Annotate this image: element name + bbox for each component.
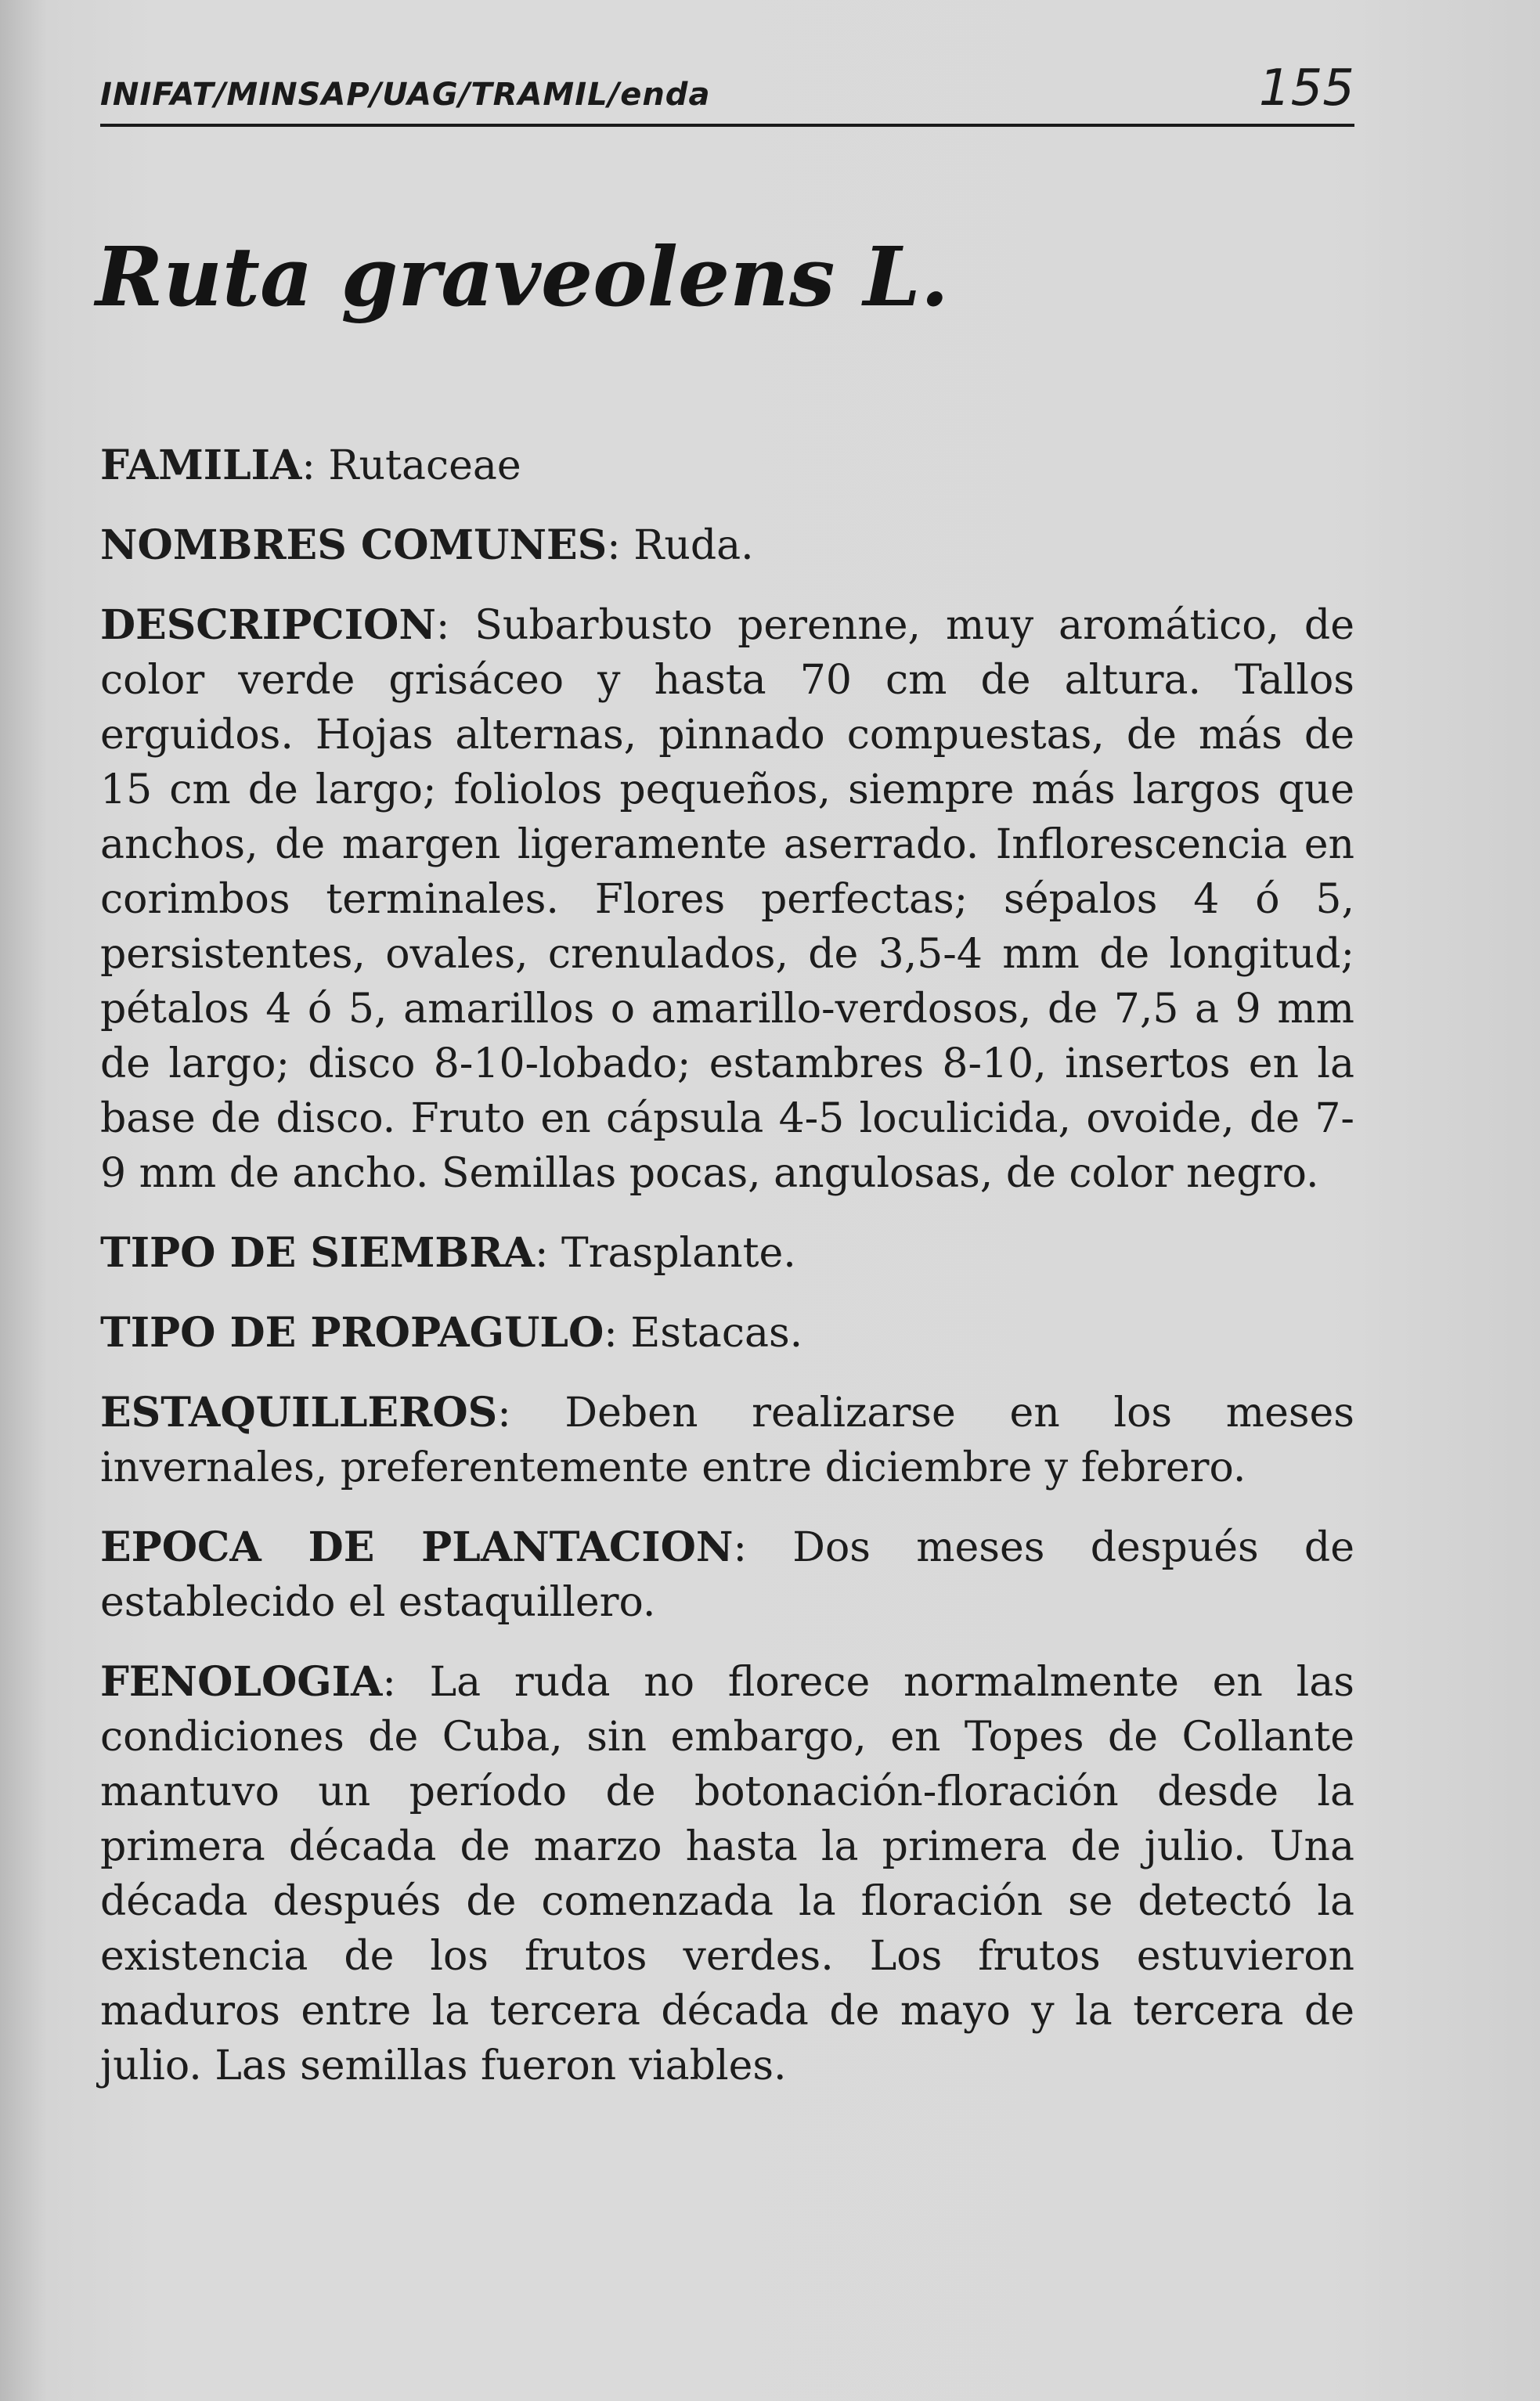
entry-text: Trasplante. — [561, 1230, 796, 1277]
entry-text: Deben realizarse en los meses invernales, preferentemente entre diciembre y febrero. — [100, 1390, 1354, 1491]
entry-descripcion: DESCRIPCION: Subarbusto perenne, muy aromático, de color verde grisáceo y hasta 70 cm de altura. Tallos erguidos. Hojas alternas, pinnado compuestas, de más de 15 cm de largo; foliolos pequeños, siempre más largos que anchos, de margen ligeramente aserrado. Inflorescencia en corimbos terminales. Flores perfectas; sépalos 4 ó 5, persistentes, ovales, crenulados, de 3,5-4 mm de longitud; pétalos 4 ó 5, amarillos o amarillo-verdosos, de 7,5 a 9 mm de largo; disco 8-10-lobado; estambres 8-10, insertos en la base de disco. Fruto en cápsula 4-5 loculicida, ovoide, de 7-9 mm de ancho. Semillas pocas, angulosas, de color negro. — [100, 601, 1354, 1197]
page-number: 155 — [1258, 59, 1354, 117]
entry-epoca-de-plantacion: EPOCA DE PLANTACION: Dos meses después de establecido el estaquillero. — [100, 1523, 1354, 1626]
entry-estaquilleros: ESTAQUILLEROS: Deben realizarse en los meses invernales, preferentemente entre diciembre y febrero. — [100, 1389, 1354, 1491]
entry-label: ESTAQUILLEROS — [100, 1389, 498, 1437]
entry-label: NOMBRES COMUNES — [100, 521, 608, 569]
entry-familia: FAMILIA: Rutaceae — [100, 442, 521, 489]
monograph-body — [100, 438, 1354, 2118]
entry-fenologia: FENOLOGIA: La ruda no florece normalmente en las condiciones de Cuba, sin embargo, en Topes de Collante mantuvo un período de botonación-floración desde la primera década de marzo hasta la primera de julio. Una década después de comenzada la floración se detectó la existencia de los frutos verdes. Los frutos estuvieron maduros entre la tercera década de mayo y la tercera de julio. Las semillas fueron viables. — [100, 1658, 1354, 2089]
entry-tipo-de-propagulo: TIPO DE PROPAGULO: Estacas. — [100, 1309, 803, 1357]
entry-label: TIPO DE PROPAGULO — [100, 1309, 604, 1357]
entry-label: EPOCA DE PLANTACION — [100, 1523, 734, 1571]
entry-text: Dos meses después de establecido el estaquillero. — [100, 1524, 1354, 1626]
running-header — [100, 61, 1354, 127]
header-institutions: INIFAT/MINSAP/UAG/TRAMIL/enda — [100, 77, 711, 113]
entry-text: Rutaceae — [328, 442, 521, 489]
species-title: Ruta graveolens L. — [96, 229, 949, 325]
entry-label: FAMILIA — [100, 442, 302, 489]
entry-text: Ruda. — [633, 522, 754, 569]
entry-text: Estacas. — [630, 1310, 803, 1357]
entry-text: La ruda no florece normalmente en las condiciones de Cuba, sin embargo, en Topes de Collante mantuvo un período de botonación-floración desde la primera década de marzo hasta la primera de julio. Una década después de comenzada la floración se detectó la existencia de los frutos verdes. Los frutos estuvieron maduros entre la tercera década de mayo y la tercera de julio. Las semillas fueron viables. — [100, 1659, 1354, 2089]
entry-tipo-de-siembra: TIPO DE SIEMBRA: Trasplante. — [100, 1229, 796, 1277]
entry-label: TIPO DE SIEMBRA — [100, 1229, 535, 1277]
entry-nombres-comunes: NOMBRES COMUNES: Ruda. — [100, 521, 754, 569]
entry-label: DESCRIPCION — [100, 601, 436, 649]
entry-text: Subarbusto perenne, muy aromático, de color verde grisáceo y hasta 70 cm de altura. Tallos erguidos. Hojas alternas, pinnado compuestas, de más de 15 cm de largo; foliolos pequeños, siempre más largos que anchos, de margen ligeramente aserrado. Inflorescencia en corimbos terminales. Flores perfectas; sépalos 4 ó 5, persistentes, ovales, crenulados, de 3,5-4 mm de longitud; pétalos 4 ó 5, amarillos o amarillo-verdosos, de 7,5 a 9 mm de largo; disco 8-10-lobado; estambres 8-10, insertos en la base de disco. Fruto en cápsula 4-5 loculicida, ovoide, de 7-9 mm de ancho. Semillas pocas, angulosas, de color negro. — [100, 602, 1354, 1197]
entry-label: FENOLOGIA — [100, 1658, 383, 1706]
